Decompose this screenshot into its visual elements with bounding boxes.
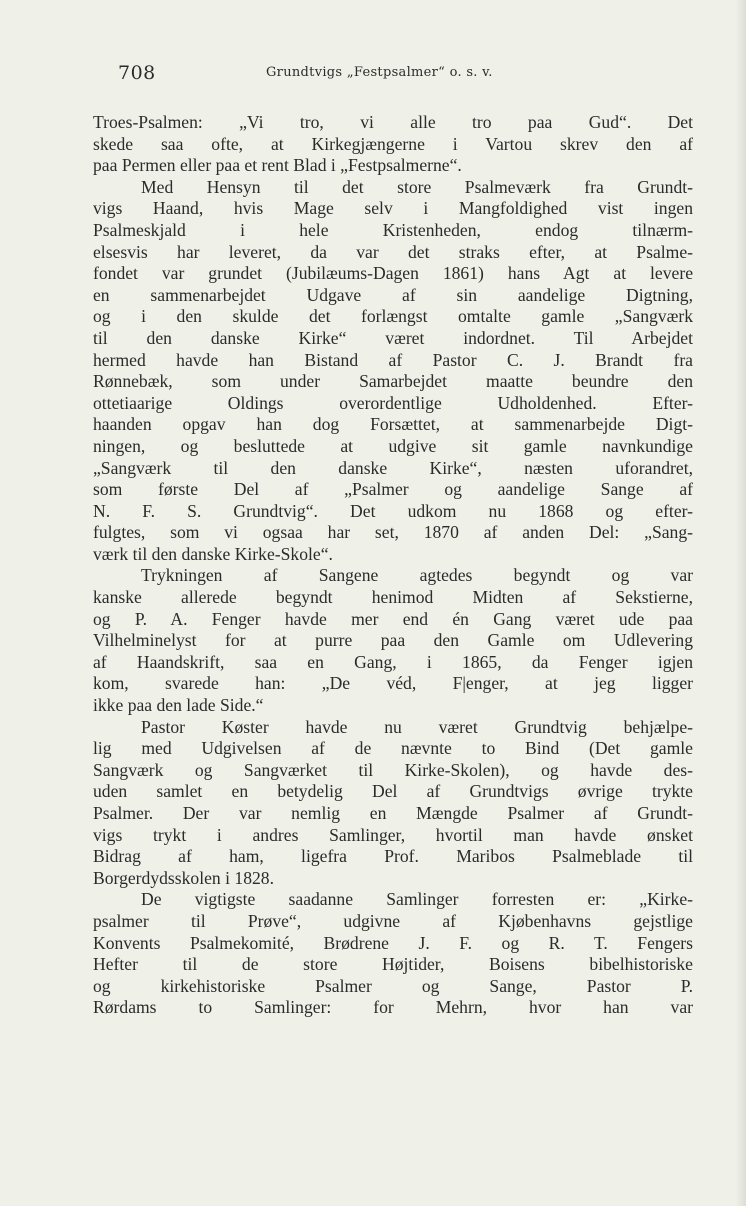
running-title: Grundtvigs „Festpsalmer“ o. s. v.: [266, 65, 493, 80]
page-number: 708: [118, 62, 156, 84]
text-line: uden samlet en betydelig Del af Grundtvigs øvrige trykte: [93, 781, 693, 802]
text-line: De vigtigste saadanne Samlinger forresten er: „Kirke-: [141, 889, 693, 910]
text-line: Psalmer. Der var nemlig en Mængde Psalmer af Grundt-: [93, 803, 693, 823]
text-line: Med Hensyn til det store Psalmeværk fra Grundt-: [141, 176, 693, 197]
text-line: Vilhelminelyst for at purre paa den Gamle om Udlevering: [93, 630, 693, 651]
text-line: vigs trykt i andres Samlinger, hvortil man havde ønsket: [93, 824, 693, 845]
text-line: Konvents Psalmekomité, Brødrene J. F. og R. T. Fengers: [93, 932, 693, 953]
text-line: og kirkehistoriske Psalmer og Sange, Pastor P.: [93, 975, 693, 996]
text-line: Hefter til de store Højtider, Boisens bibelhistoriske: [93, 954, 693, 975]
text-line: Troes-Psalmen: „Vi tro, vi alle tro paa Gud“. Det: [93, 112, 693, 132]
text-line: kom, svarede han: „De véd, F|enger, at jeg ligger: [93, 673, 693, 694]
text-line: hermed havde han Bistand af Pastor C. J. Brandt fra: [93, 349, 693, 370]
text-line: elsesvis har leveret, da var det straks efter, at Psalme-: [93, 241, 693, 262]
page-header: [118, 62, 678, 88]
text-line: Rønnebæk, som under Samarbejdet maatte beundre den: [93, 371, 693, 392]
text-line: psalmer til Prøve“, udgivne af Kjøbenhavns gejstlige: [93, 910, 693, 931]
text-line: ningen, og besluttede at udgive sit gamle navnkundige: [93, 435, 693, 456]
text-line: og P. A. Fenger havde mer end én Gang været ude paa: [93, 608, 693, 629]
text-line: fondet var grundet (Jubilæums-Dagen 1861) hans Agt at levere: [93, 263, 693, 284]
text-line: Trykningen af Sangene agtedes begyndt og var: [141, 565, 693, 586]
text-line: som første Del af „Psalmer og aandelige Sange af: [93, 479, 693, 500]
text-line: Rørdams to Samlinger: for Mehrn, hvor han var: [93, 997, 693, 1018]
text-line: værk til den danske Kirke-Skole“.: [93, 543, 333, 564]
text-line: paa Permen eller paa et rent Blad i „Festpsalmerne“.: [93, 155, 462, 176]
text-line: Psalmeskjald i hele Kristenheden, endog tilnærm-: [93, 219, 693, 240]
text-line: Borgerdydsskolen i 1828.: [93, 867, 274, 888]
text-line: vigs Haand, hvis Mage selv i Mangfoldighed vist ingen: [93, 198, 693, 219]
text-line: fulgtes, som vi ogsaa har set, 1870 af anden Del: „Sang-: [93, 522, 693, 543]
text-line: skede saa ofte, at Kirkegjængerne i Vartou skrev den af: [93, 133, 693, 154]
text-line: N. F. S. Grundtvig“. Det udkom nu 1868 og efter-: [93, 500, 693, 521]
body-text: [93, 112, 693, 1019]
text-line: kanske allerede begyndt henimod Midten af Sekstierne,: [93, 587, 693, 608]
page-edge: [736, 0, 746, 1206]
text-line: Sangværk og Sangværket til Kirke-Skolen), og havde des-: [93, 759, 693, 780]
text-line: Bidrag af ham, ligefra Prof. Maribos Psalmeblade til: [93, 846, 693, 867]
text-line: ottetiaarige Oldings overordentlige Udholdenhed. Efter-: [93, 392, 693, 413]
text-line: og i den skulde det forlængst omtalte gamle „Sangværk: [93, 306, 693, 327]
text-line: af Haandskrift, saa en Gang, i 1865, da Fenger igjen: [93, 651, 693, 672]
text-line: ikke paa den lade Side.“: [93, 695, 264, 716]
text-line: lig med Udgivelsen af de nævnte to Bind (Det gamle: [93, 738, 693, 759]
text-line: „Sangværk til den danske Kirke“, næsten uforandret,: [93, 457, 693, 478]
text-line: Pastor Køster havde nu været Grundtvig behjælpe-: [141, 716, 693, 737]
text-line: til den danske Kirke“ været indordnet. Til Arbejdet: [93, 327, 693, 348]
text-line: haanden opgav han dog Forsættet, at sammenarbejde Digt-: [93, 414, 693, 435]
text-line: en sammenarbejdet Udgave af sin aandelige Digtning,: [93, 284, 693, 305]
